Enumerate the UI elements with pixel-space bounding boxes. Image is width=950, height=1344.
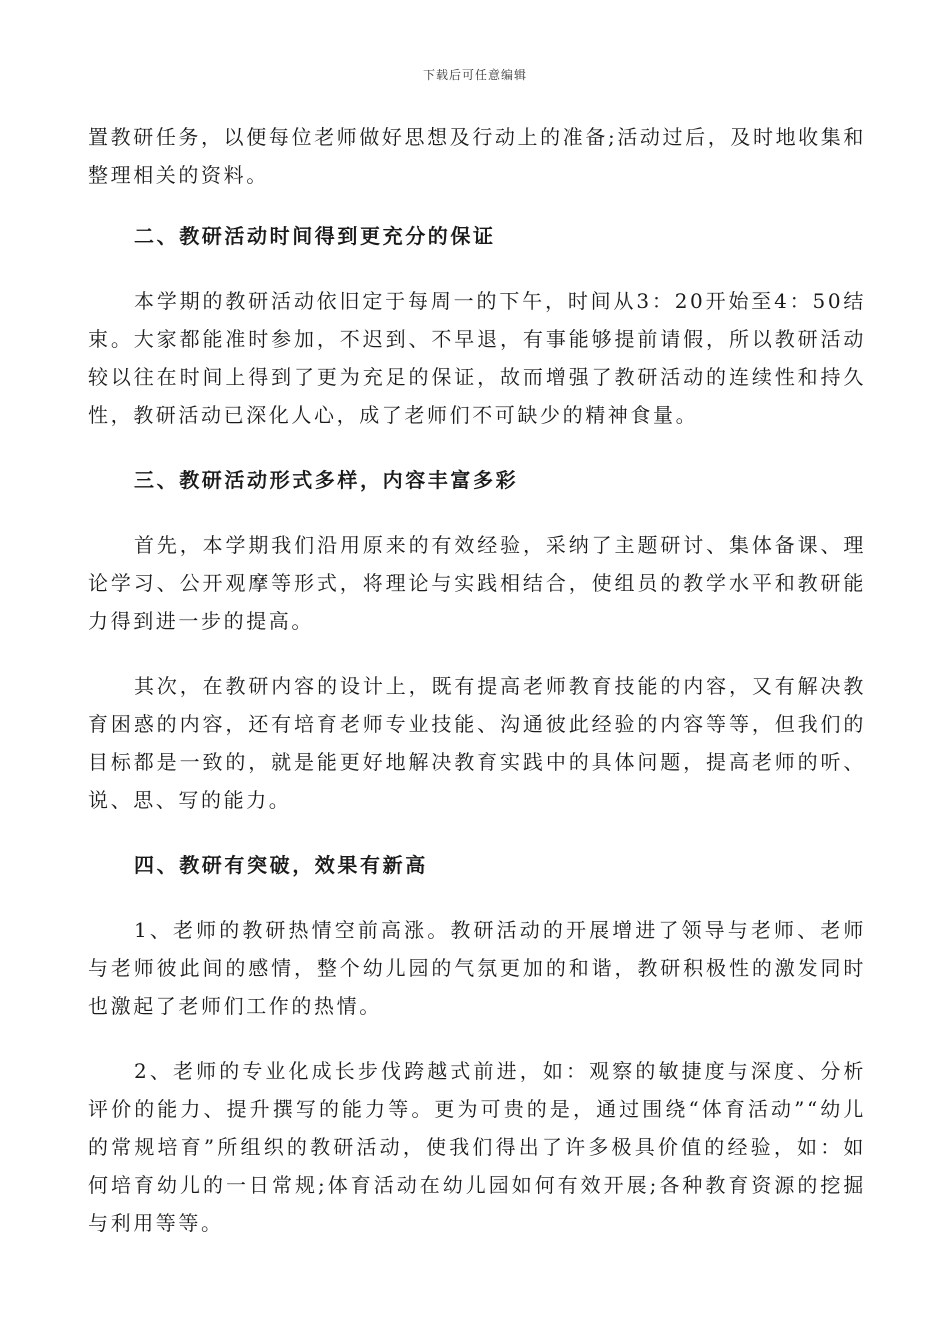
- paragraph-item-2: 2、老师的专业化成长步伐跨越式前进，如：观察的敏捷度与深度、分析评价的能力、提升撰写的能力等。更为可贵的是，通过围绕“体育活动”“幼儿的常规培育”所组织的教研活动，使我们得出了许多极具价值的经验，如：如何培育幼儿的一日常规;体育活动在幼儿园如何有效开展;各种教育资源的挖掘与利用等等。: [88, 1059, 866, 1235]
- paragraph-time-guarantee: 本学期的教研活动依旧定于每周一的下午，时间从3：20开始至4：50结束。大家都能准时参加，不迟到、不早退，有事能够提前请假，所以教研活动较以往在时间上得到了更为充足的保证，故而增强了教研活动的连续性和持久性，教研活动已深化人心，成了老师们不可缺少的精神食量。: [88, 289, 866, 427]
- section-heading-3: 三、教研活动形式多样，内容丰富多彩: [134, 468, 519, 492]
- document-body: [88, 118, 866, 1269]
- paragraph-item-1: 1、老师的教研热情空前高涨。教研活动的开展增进了领导与老师、老师与老师彼此间的感情，整个幼儿园的气氛更加的和谐，教研积极性的激发同时也激起了老师们工作的热情。: [88, 918, 866, 1018]
- paragraph-secondly: 其次，在教研内容的设计上，既有提高老师教育技能的内容，又有解决教育困惑的内容，还有培育老师专业技能、沟通彼此经验的内容等等，但我们的目标都是一致的，就是能更好地解决教育实践中的具体问题，提高老师的听、说、思、写的能力。: [88, 674, 866, 812]
- section-heading-4: 四、教研有突破，效果有新高: [134, 853, 428, 877]
- paragraph-firstly: 首先，本学期我们沿用原来的有效经验，采纳了主题研讨、集体备课、理论学习、公开观摩等形式，将理论与实践相结合，使组员的教学水平和教研能力得到进一步的提高。: [88, 533, 866, 633]
- page-header: 下载后可任意编辑: [422, 68, 527, 82]
- section-heading-2: 二、教研活动时间得到更充分的保证: [134, 224, 496, 248]
- paragraph-continued: 置教研任务，以便每位老师做好思想及行动上的准备;活动过后，及时地收集和整理相关的资料。: [88, 125, 866, 187]
